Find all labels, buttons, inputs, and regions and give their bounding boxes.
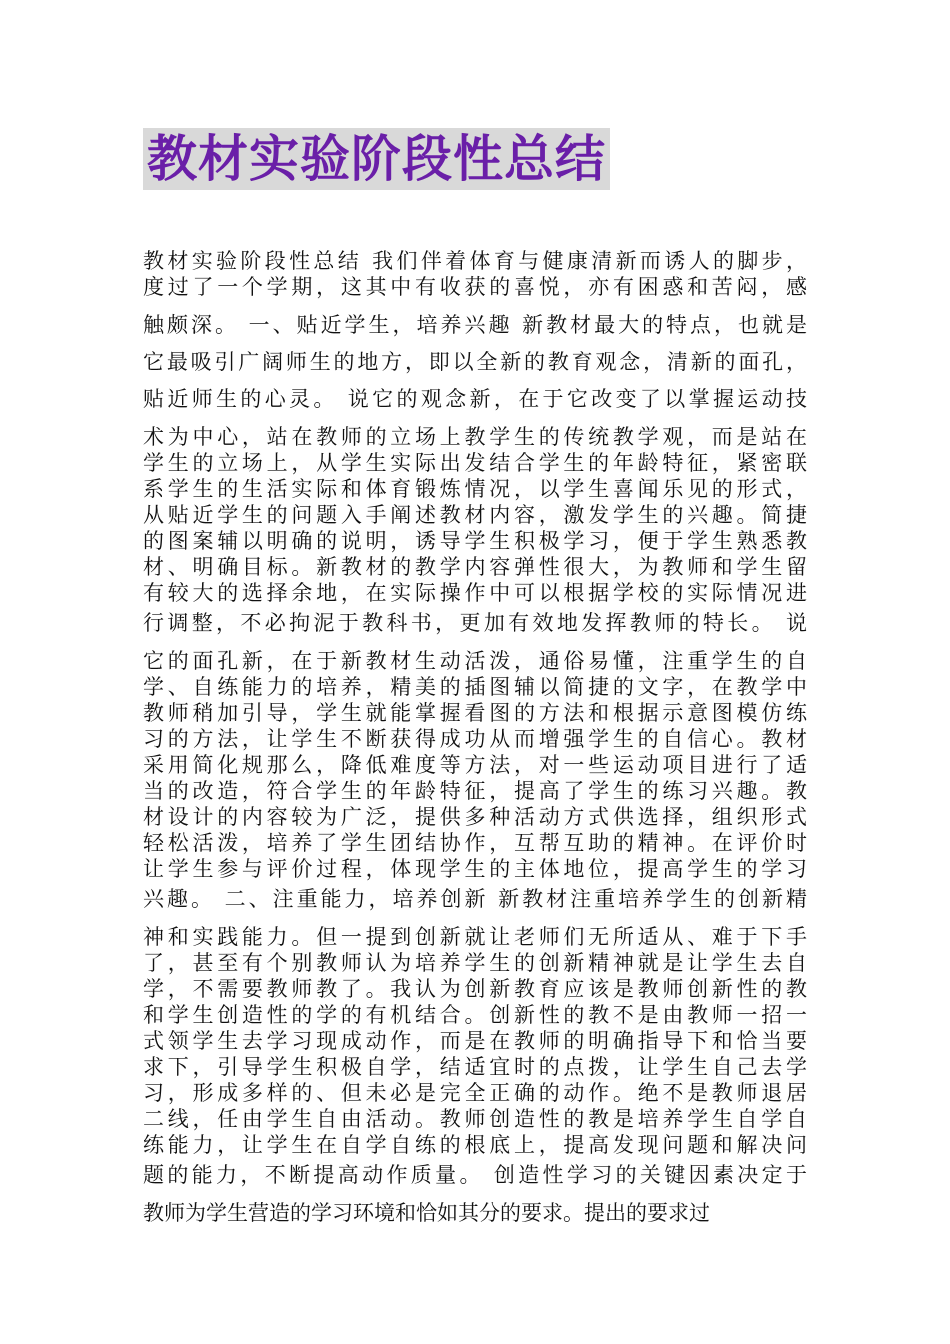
text-line: 当的改造，符合学生的年龄特征，提高了学生的练习兴趣。教 (143, 779, 807, 803)
text-line: 教材实验阶段性总结 我们伴着体育与健康清新而诱人的脚步， (143, 249, 807, 273)
text-line: 触颇深。 一、贴近学生，培养兴趣 新教材最大的特点，也就是 (143, 313, 807, 337)
text-line: 式领学生去学习现成动作，而是在教师的明确指导下和恰当要 (143, 1029, 807, 1053)
text-line: 轻松活泼，培养了学生团结协作，互帮互助的精神。在评价时 (143, 831, 807, 855)
text-line: 采用简化规那么，降低难度等方法，对一些运动项目进行了适 (143, 753, 807, 777)
text-line: 和学生创造性的学的有机结合。创新性的教不是由教师一招一 (143, 1003, 807, 1027)
text-line: 学，不需要教师教了。我认为创新教育应该是教师创新性的教 (143, 977, 807, 1001)
text-line: 习，形成多样的、但未必是完全正确的动作。绝不是教师退居 (143, 1081, 807, 1105)
text-line: 学生的立场上，从学生实际出发结合学生的年龄特征，紧密联 (143, 451, 807, 475)
text-line: 贴近师生的心灵。 说它的观念新，在于它改变了以掌握运动技 (143, 387, 807, 411)
text-line: 题的能力，不断提高动作质量。 创造性学习的关键因素决定于 (143, 1163, 807, 1187)
text-line: 学、自练能力的培养，精美的插图辅以简捷的文字，在教学中 (143, 675, 807, 699)
text-line: 系学生的生活实际和体育锻炼情况，以学生喜闻乐见的形式， (143, 477, 807, 501)
text-line: 行调整，不必拘泥于教科书，更加有效地发挥教师的特长。 说 (143, 611, 807, 635)
page-title: 教材实验阶段性总结 (147, 130, 606, 188)
text-line: 的图案辅以明确的说明，诱导学生积极学习，便于学生熟悉教 (143, 529, 807, 553)
text-line: 材设计的内容较为广泛，提供多种活动方式供选择，组织形式 (143, 805, 807, 829)
text-line: 兴趣。 二、注重能力，培养创新 新教材注重培养学生的创新精 (143, 887, 807, 911)
text-line: 有较大的选择余地，在实际操作中可以根据学校的实际情况进 (143, 581, 807, 605)
text-line: 它最吸引广阔师生的地方，即以全新的教育观念，清新的面孔， (143, 350, 807, 374)
text-line: 二线，任由学生自由活动。教师创造性的教是培养学生自学自 (143, 1107, 807, 1131)
text-line: 它的面孔新，在于新教材生动活泼，通俗易懂，注重学生的自 (143, 649, 807, 673)
text-line: 神和实践能力。但一提到创新就让老师们无所适从、难于下手 (143, 925, 807, 949)
text-line: 了，甚至有个别教师认为培养学生的创新精神就是让学生去自 (143, 951, 807, 975)
text-line: 求下，引导学生积极自学，结适宜时的点拨，让学生自己去学 (143, 1055, 807, 1079)
text-line: 从贴近学生的问题入手阐述教材内容，激发学生的兴趣。简捷 (143, 503, 807, 527)
title-highlight (143, 128, 610, 190)
text-line: 教师稍加引导，学生就能掌握看图的方法和根据示意图模仿练 (143, 701, 807, 725)
text-line: 度过了一个学期，这其中有收获的喜悦，亦有困惑和苦闷，感 (143, 275, 807, 299)
text-line: 习的方法，让学生不断获得成功从而增强学生的自信心。教材 (143, 727, 807, 751)
text-line: 让学生参与评价过程，体现学生的主体地位，提高学生的学习 (143, 857, 807, 881)
text-line: 术为中心，站在教师的立场上教学生的传统教学观，而是站在 (143, 425, 807, 449)
text-line: 练能力，让学生在自学自练的根底上，提高发现问题和解决问 (143, 1133, 807, 1157)
text-line: 材、明确目标。新教材的教学内容弹性很大，为教师和学生留 (143, 555, 807, 579)
text-line: 教师为学生营造的学习环境和恰如其分的要求。提出的要求过 (143, 1201, 710, 1225)
